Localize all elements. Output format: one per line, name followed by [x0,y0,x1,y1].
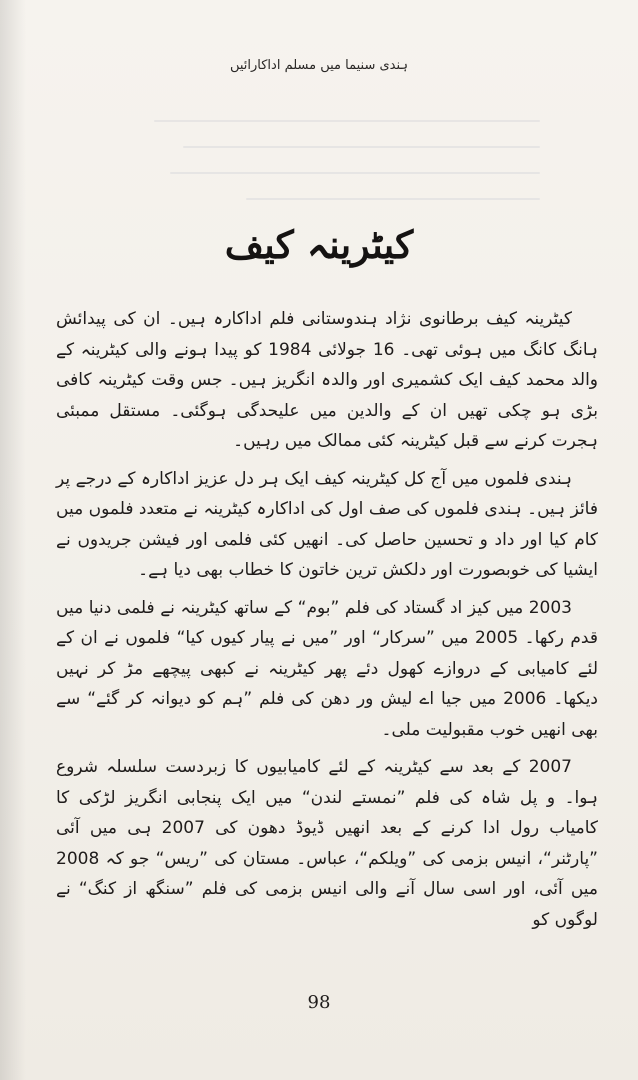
show-through-line [246,198,540,200]
paragraph: ہندی فلموں میں آج کل کیٹرینہ کیف ایک ہر دل عزیز اداکارہ کے درجے پر فائز ہیں۔ ہندی فلموں کی صف اول کی اداکارہ کیٹرینہ نے متعدد فلموں میں کام کیا اور داد و تحسین حاصل کی۔ انھیں کئی فلمی اور فیشن جریدوں نے ایشیا کی خوبصورت اور دلکش ترین خاتون کا خطاب بھی دیا ہے۔ [56,468,598,580]
paragraph: کیٹرینہ کیف برطانوی نژاد ہندوستانی فلم اداکارہ ہیں۔ ان کی پیدائش ہانگ کانگ میں ہوئی تھی۔ 16 جولائی 1984 کو پیدا ہونے والی کیٹرینہ کے والد محمد کیف ایک کشمیری اور والدہ انگریز ہیں۔ جس وقت کیٹرینہ کافی بڑی ہو چکی تھیں ان کے والدین میں علیحدگی ہوگئی۔ مستقل ممبئی ہجرت کرنے سے قبل کیٹرینہ کئی ممالک میں رہیں۔ [56,309,598,451]
show-through-line [170,172,540,174]
chapter-title: کیٹرینہ کیف [224,222,414,267]
show-through-line [154,120,540,122]
body-text [56,304,598,942]
paragraph: 2003 میں کیز اد گستاد کی فلم ”بوم“ کے ساتھ کیٹرینہ نے فلمی دنیا میں قدم رکھا۔ 2005 میں ”سرکار“ اور ”میں نے پیار کیوں کیا“ فلموں نے ان کے لئے کامیابی کے دروازے کھول دئے پھر کیٹرینہ نے کبھی پیچھے مڑ کر نہیں دیکھا۔ 2006 میں جیا اے لیش ور دھن کی فلم ”ہم کو دیوانہ کر گئے“ سے بھی انھیں خوب مقبولیت ملی۔ [56,597,598,740]
running-header: ہندی سنیما میں مسلم اداکارائیں [229,58,409,73]
page-number: 98 [307,992,331,1013]
paragraph: 2007 کے بعد سے کیٹرینہ کے لئے کامیابیوں کا زبردست سلسلہ شروع ہوا۔ و پل شاہ کی فلم ”نمستے لندن“ میں ایک پنجابی انگریز لڑکی کا کامیاب رول ادا کرنے کے بعد انھیں ڈیوڈ دھون کی 2007 ہی میں آئی ”پارٹنر“، انیس بزمی کی ”ویلکم“، عباس۔ مستان کی ”ریس“ جو کہ 2008 میں آئی، اور اسی سال آنے والی انیس بزمی کی فلم ”سنگھ از کنگ“ نے لوگوں کو [56,757,598,930]
spine-shadow [0,0,26,1080]
show-through-line [183,146,540,148]
